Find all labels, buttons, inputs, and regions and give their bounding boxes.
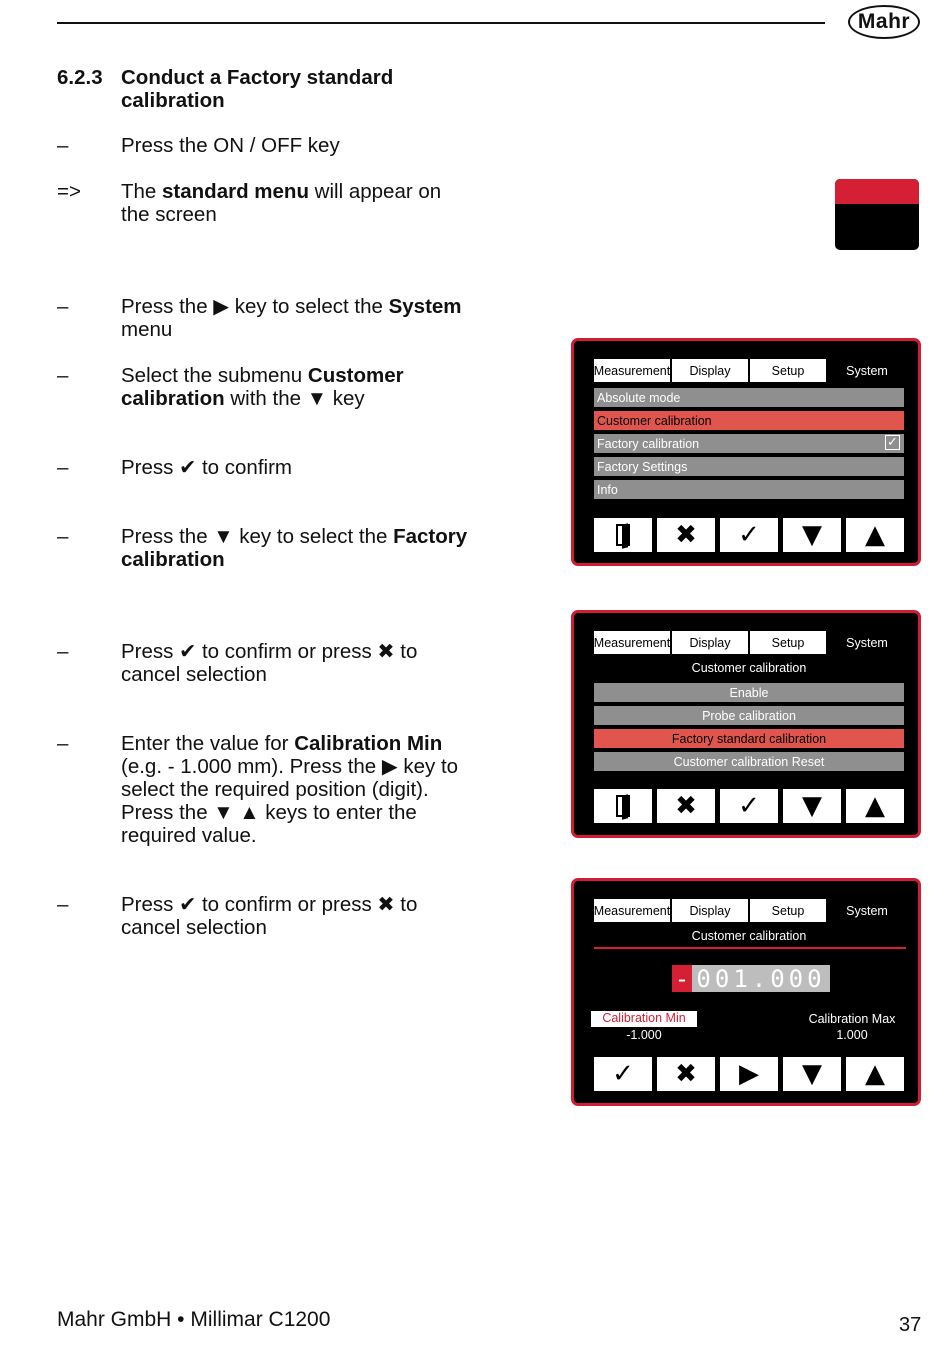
- step-text: Enter the value for Calibration Min (e.g. - 1.000 mm). Press the ▶ key to select the required position (digit). Press the ▼ ▲ keys to enter the required value.: [121, 732, 459, 847]
- calibration-max-label[interactable]: Calibration Max: [808, 1012, 896, 1026]
- right-button[interactable]: ▶: [720, 1057, 778, 1091]
- menu-tabs: [594, 899, 906, 922]
- softkey-row: [594, 789, 904, 823]
- tab-system[interactable]: System: [828, 631, 906, 654]
- step-text: Select the submenu Customer calibration with the ▼ key: [121, 364, 404, 410]
- menu-item-info[interactable]: Info: [594, 480, 904, 499]
- softkey-row: [594, 518, 904, 552]
- confirm-button[interactable]: ✓: [720, 518, 778, 552]
- exit-door-icon: [616, 795, 630, 817]
- cancel-button[interactable]: ✖: [657, 789, 715, 823]
- step-marker: –: [57, 364, 69, 387]
- menu-tabs: [594, 359, 906, 382]
- checkbox-checked-icon[interactable]: ✓: [885, 435, 900, 450]
- footer-company: Mahr GmbH • Millimar C1200: [57, 1308, 331, 1331]
- tab-display[interactable]: Display: [672, 899, 748, 922]
- confirm-button[interactable]: ✓: [594, 1057, 652, 1091]
- tab-measurement[interactable]: Measurement: [594, 359, 670, 382]
- down-button[interactable]: ▼: [783, 789, 841, 823]
- step-text: Press ✔ to confirm or press ✖ to cancel selection: [121, 893, 418, 939]
- value-digits[interactable]: 001.000: [692, 965, 830, 992]
- tab-measurement[interactable]: Measurement: [594, 631, 670, 654]
- step-marker: –: [57, 893, 69, 916]
- device-screen-customer-calibration-menu: [571, 610, 921, 838]
- tab-setup[interactable]: Setup: [750, 631, 826, 654]
- section-number: 6.2.3: [57, 66, 103, 89]
- submenu-title: Customer calibration: [691, 661, 807, 675]
- cancel-button[interactable]: ✖: [657, 518, 715, 552]
- step-marker: –: [57, 640, 69, 663]
- step-marker: =>: [57, 180, 81, 203]
- menu-tabs: [594, 631, 906, 654]
- down-button[interactable]: ▼: [783, 518, 841, 552]
- up-button[interactable]: ▲: [846, 518, 904, 552]
- header-rule: [57, 22, 825, 24]
- confirm-button[interactable]: ✓: [720, 789, 778, 823]
- menu-item-probe-calibration[interactable]: Probe calibration: [594, 706, 904, 725]
- device-screen-system-menu: [571, 338, 921, 566]
- step-text: Press ✔ to confirm: [121, 456, 292, 479]
- tab-setup[interactable]: Setup: [750, 899, 826, 922]
- value-sign-digit[interactable]: -: [672, 965, 692, 992]
- exit-door-icon: [616, 524, 630, 546]
- step-marker: –: [57, 295, 69, 318]
- step-marker: –: [57, 732, 69, 755]
- tab-system[interactable]: System: [828, 899, 906, 922]
- tab-display[interactable]: Display: [672, 631, 748, 654]
- calibration-min-label[interactable]: Calibration Min: [591, 1011, 697, 1027]
- tab-display[interactable]: Display: [672, 359, 748, 382]
- page-number: 37: [899, 1314, 922, 1336]
- menu-item-enable[interactable]: Enable: [594, 683, 904, 702]
- up-button[interactable]: ▲: [846, 789, 904, 823]
- step-marker: –: [57, 456, 69, 479]
- menu-item-customer-calibration-reset[interactable]: Customer calibration Reset: [594, 752, 904, 771]
- softkey-row: [594, 1057, 904, 1091]
- calibration-value-display[interactable]: [672, 965, 830, 992]
- step-marker: –: [57, 525, 69, 548]
- up-button[interactable]: ▲: [846, 1057, 904, 1091]
- menu-item-factory-standard-calibration[interactable]: Factory standard calibration: [594, 729, 904, 748]
- tab-system[interactable]: System: [828, 359, 906, 382]
- step-text: Press the ▶ key to select the System menu: [121, 295, 462, 341]
- step-text: The standard menu will appear on the screen: [121, 180, 442, 226]
- step-text: Press the ▼ key to select the Factory calibration: [121, 525, 468, 571]
- title-underline: [594, 947, 906, 949]
- step-text: Press the ON / OFF key: [121, 134, 340, 157]
- cancel-button[interactable]: ✖: [657, 1057, 715, 1091]
- menu-item-factory-settings[interactable]: Factory Settings: [594, 457, 904, 476]
- exit-button[interactable]: [594, 789, 652, 823]
- down-button[interactable]: ▼: [783, 1057, 841, 1091]
- calibration-max-value: 1.000: [836, 1028, 868, 1042]
- tab-setup[interactable]: Setup: [750, 359, 826, 382]
- device-display-illustration: [835, 179, 919, 250]
- section-title: Conduct a Factory standard calibration: [121, 66, 394, 112]
- tab-measurement[interactable]: Measurement: [594, 899, 670, 922]
- menu-item-customer-calibration[interactable]: Customer calibration: [594, 411, 904, 430]
- calibration-min-value: -1.000: [626, 1028, 662, 1042]
- menu-item-absolute-mode[interactable]: Absolute mode: [594, 388, 904, 407]
- step-text: Press ✔ to confirm or press ✖ to cancel selection: [121, 640, 418, 686]
- device-screen-calibration-value-entry: [571, 878, 921, 1106]
- submenu-title: Customer calibration: [691, 929, 807, 943]
- step-marker: –: [57, 134, 69, 157]
- exit-button[interactable]: [594, 518, 652, 552]
- mahr-logo: Mahr: [848, 5, 920, 39]
- menu-item-factory-calibration[interactable]: Factory calibration ✓: [594, 434, 904, 453]
